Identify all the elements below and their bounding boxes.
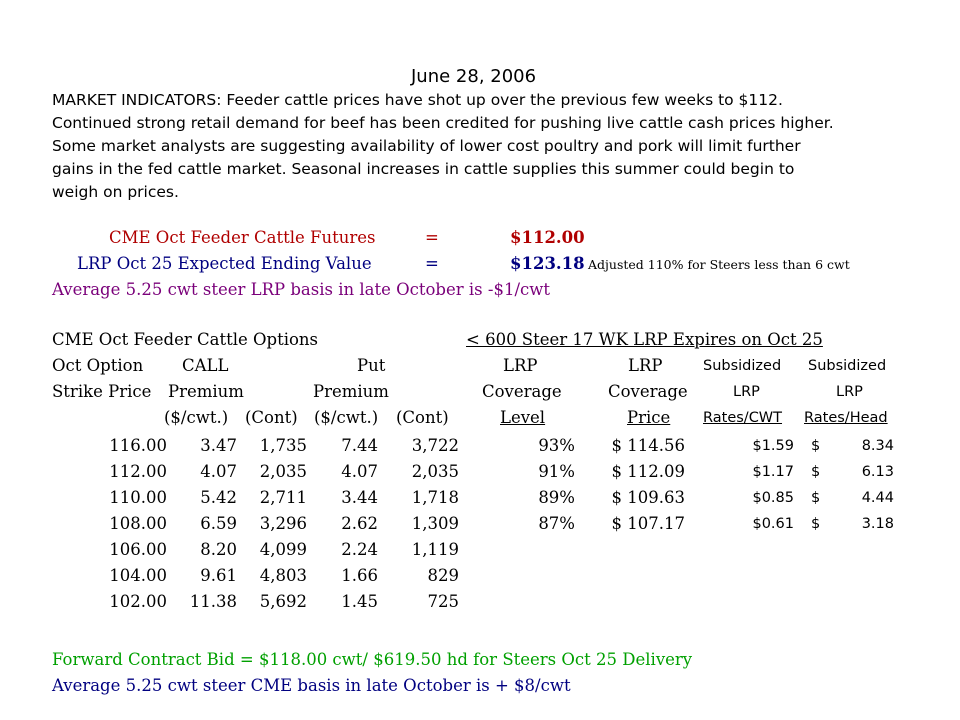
cell-call-cont: 4,803: [259, 566, 307, 585]
cell-price: $ 109.63: [611, 488, 685, 507]
cell-level: 91%: [538, 462, 575, 481]
col-call-cont: (Cont): [245, 408, 298, 427]
col-call-premium: Premium: [168, 382, 244, 401]
lrp-expected-equals: =: [425, 254, 439, 273]
col-call: CALL: [182, 356, 229, 375]
cell-strike: 104.00: [109, 566, 167, 585]
cell-put-cont: 725: [427, 592, 459, 611]
col-coverage-2: Coverage: [608, 382, 688, 401]
cell-rate-head-sym: $: [811, 490, 821, 506]
lrp-expected-value: $123.18: [510, 254, 585, 273]
col-rates-head: Rates/Head: [804, 410, 888, 426]
cell-call-cont: 4,099: [259, 540, 307, 559]
col-subsidized-1: Subsidized: [703, 358, 782, 374]
cell-call: 9.61: [200, 566, 237, 585]
cell-rate-head-sym: $: [811, 516, 821, 532]
cell-rate-cwt: $1.59: [752, 438, 794, 454]
cell-put: 1.66: [341, 566, 378, 585]
cell-call: 8.20: [200, 540, 237, 559]
cme-basis-note: Average 5.25 cwt steer CME basis in late October is + $8/cwt: [52, 676, 571, 695]
cell-call: 6.59: [200, 514, 237, 533]
cell-put: 2.62: [341, 514, 378, 533]
cell-put-cont: 1,718: [411, 488, 459, 507]
market-indicators-line-3: Some market analysts are suggesting availability of lower cost poultry and pork will limit further: [52, 137, 801, 155]
cell-rate-head-sym: $: [811, 438, 821, 454]
futures-equals: =: [425, 228, 439, 247]
cell-price: $ 107.17: [611, 514, 685, 533]
cell-rate-head-sym: $: [811, 464, 821, 480]
col-oct-option: Oct Option: [52, 356, 144, 375]
col-call-dollars: ($/cwt.): [164, 408, 229, 427]
col-lrp-1: LRP: [503, 356, 538, 375]
col-subsidized-2: Subsidized: [808, 358, 887, 374]
cell-put-cont: 3,722: [411, 436, 459, 455]
cell-strike: 108.00: [109, 514, 167, 533]
col-level: Level: [500, 408, 546, 427]
cell-put: 1.45: [341, 592, 378, 611]
cell-call: 4.07: [200, 462, 237, 481]
lrp-basis-note: Average 5.25 cwt steer LRP basis in late October is -$1/cwt: [52, 280, 551, 299]
cell-rate-cwt: $1.17: [752, 464, 794, 480]
col-put-premium: Premium: [313, 382, 389, 401]
cell-strike: 112.00: [109, 462, 167, 481]
cell-put-cont: 1,119: [411, 540, 459, 559]
page-title: June 28, 2006: [411, 66, 537, 87]
col-subsidized-2-lrp: LRP: [836, 384, 863, 400]
market-indicators-line-2: Continued strong retail demand for beef has been credited for pushing live cattle cash prices higher.: [52, 114, 834, 132]
cell-put-cont: 829: [427, 566, 459, 585]
col-price: Price: [627, 408, 671, 427]
cell-price: $ 114.56: [611, 436, 685, 455]
forward-contract-bid: Forward Contract Bid = $118.00 cwt/ $619.50 hd for Steers Oct 25 Delivery: [52, 650, 693, 669]
col-put: Put: [357, 356, 386, 375]
col-lrp-2: LRP: [628, 356, 663, 375]
cell-rate-head: 3.18: [861, 516, 894, 532]
cell-price: $ 112.09: [611, 462, 685, 481]
futures-value: $112.00: [510, 228, 585, 247]
cell-level: 87%: [538, 514, 575, 533]
cell-strike: 110.00: [109, 488, 167, 507]
lrp-expected-label: LRP Oct 25 Expected Ending Value: [77, 254, 372, 273]
cell-rate-head: 8.34: [861, 438, 894, 454]
cell-call: 3.47: [200, 436, 237, 455]
cell-call: 5.42: [200, 488, 237, 507]
col-subsidized-1-lrp: LRP: [733, 384, 760, 400]
col-put-cont: (Cont): [396, 408, 449, 427]
cell-rate-cwt: $0.61: [752, 516, 794, 532]
market-indicators-line-5: weigh on prices.: [52, 183, 179, 201]
options-header-left: CME Oct Feeder Cattle Options: [52, 330, 319, 349]
col-coverage-1: Coverage: [482, 382, 562, 401]
cell-call-cont: 2,711: [259, 488, 307, 507]
cell-put: 7.44: [341, 436, 378, 455]
cell-rate-cwt: $0.85: [752, 490, 794, 506]
cell-strike: 106.00: [109, 540, 167, 559]
cell-call-cont: 3,296: [259, 514, 307, 533]
cell-put-cont: 1,309: [411, 514, 459, 533]
market-indicators-line-4: gains in the fed cattle market. Seasonal increases in cattle supplies this summer could begin to: [52, 160, 795, 178]
cell-rate-head: 6.13: [861, 464, 894, 480]
lrp-adjustment-note: Adjusted 110% for Steers less than 6 cwt: [588, 257, 850, 272]
cell-put-cont: 2,035: [411, 462, 459, 481]
cell-call-cont: 2,035: [259, 462, 307, 481]
col-strike-price: Strike Price: [52, 382, 152, 401]
cell-call-cont: 5,692: [259, 592, 307, 611]
market-indicators-line-1: MARKET INDICATORS: Feeder cattle prices have shot up over the previous few weeks to $112.: [52, 91, 783, 109]
col-rates-cwt: Rates/CWT: [703, 410, 783, 426]
cell-strike: 102.00: [109, 592, 167, 611]
cell-call-cont: 1,735: [259, 436, 307, 455]
options-header-right: < 600 Steer 17 WK LRP Expires on Oct 25: [466, 330, 823, 349]
cell-put: 2.24: [341, 540, 378, 559]
cell-level: 89%: [538, 488, 575, 507]
cell-level: 93%: [538, 436, 575, 455]
col-put-dollars: ($/cwt.): [314, 408, 379, 427]
cell-rate-head: 4.44: [861, 490, 894, 506]
cell-put: 4.07: [341, 462, 378, 481]
cell-call: 11.38: [189, 592, 237, 611]
cell-strike: 116.00: [109, 436, 167, 455]
cell-put: 3.44: [341, 488, 378, 507]
futures-label: CME Oct Feeder Cattle Futures: [109, 228, 376, 247]
